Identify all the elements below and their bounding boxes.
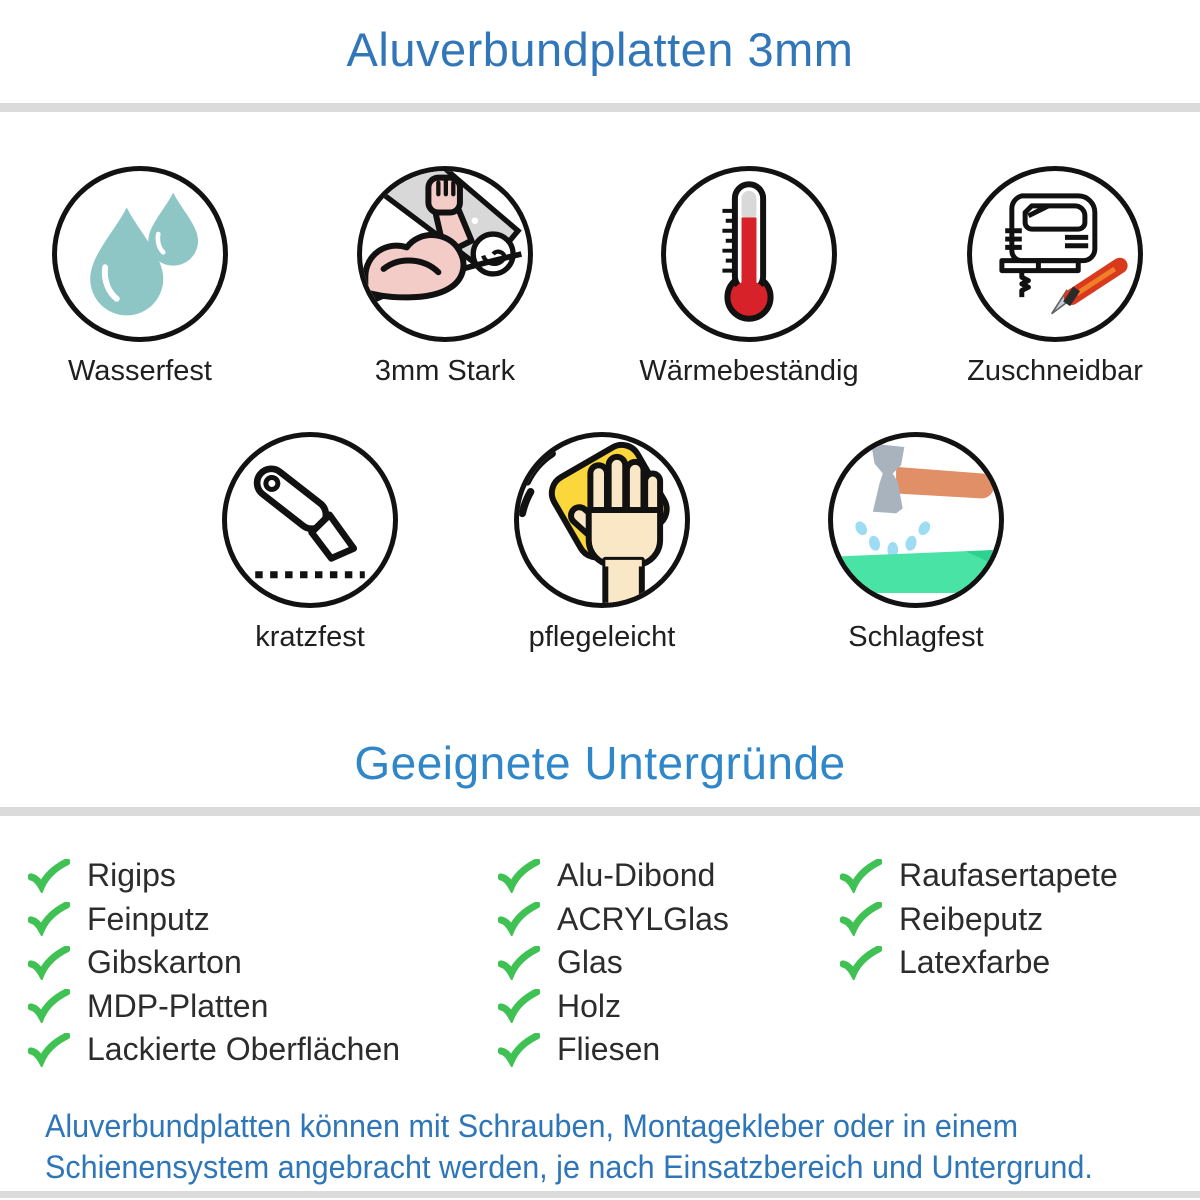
check-icon bbox=[28, 859, 70, 893]
check-icon bbox=[28, 1033, 70, 1067]
feature-schlagfest bbox=[794, 432, 1038, 654]
check-icon bbox=[498, 902, 540, 936]
mounting-note-line2: Schienensystem angebracht werden, je nach Einsatzbereich und Untergrund. bbox=[45, 1149, 1093, 1185]
utility-knife-icon bbox=[227, 437, 393, 603]
list-item bbox=[28, 1028, 400, 1072]
list-item bbox=[28, 985, 400, 1029]
check-icon bbox=[498, 859, 540, 893]
check-icon bbox=[28, 989, 70, 1023]
check-icon bbox=[498, 946, 540, 980]
substrate-label: Raufasertapete bbox=[899, 857, 1118, 894]
feature-label: kratzfest bbox=[255, 621, 365, 653]
substrate-label: Feinputz bbox=[87, 900, 210, 937]
substrate-label: ACRYLGlas bbox=[557, 900, 729, 937]
jigsaw-cutter-icon bbox=[972, 171, 1138, 337]
feature-label: Wasserfest bbox=[68, 355, 212, 387]
feature-circle bbox=[828, 432, 1004, 608]
feature-label: Zuschneidbar bbox=[967, 355, 1143, 387]
substrates-column-1 bbox=[28, 854, 400, 1072]
check-icon bbox=[840, 902, 882, 936]
substrate-label: Lackierte Oberflächen bbox=[87, 1031, 401, 1068]
feature-circle bbox=[661, 166, 837, 342]
substrates-column-3 bbox=[840, 854, 1118, 985]
thermometer-icon bbox=[666, 171, 832, 337]
divider-bottom bbox=[0, 1191, 1200, 1198]
hammer-impact-icon bbox=[833, 437, 999, 603]
mounting-note-line1: Aluverbundplatten können mit Schrauben, Montagekleber oder in einem bbox=[45, 1108, 1019, 1144]
list-item bbox=[498, 941, 729, 985]
list-item bbox=[840, 941, 1118, 985]
list-item bbox=[28, 854, 400, 898]
feature-circle bbox=[514, 432, 690, 608]
list-item bbox=[28, 941, 400, 985]
divider-middle bbox=[0, 807, 1200, 816]
feature-circle bbox=[967, 166, 1143, 342]
substrates-column-2 bbox=[498, 854, 729, 1072]
substrate-label: Fliesen bbox=[557, 1031, 661, 1068]
substrate-label: Gibskarton bbox=[87, 944, 242, 981]
check-icon bbox=[28, 946, 70, 980]
check-icon bbox=[840, 859, 882, 893]
check-icon bbox=[498, 1033, 540, 1067]
list-item bbox=[840, 898, 1118, 942]
feature-kratzfest bbox=[188, 432, 432, 654]
feature-label: pflegeleicht bbox=[528, 621, 676, 653]
check-icon bbox=[498, 989, 540, 1023]
check-icon bbox=[28, 902, 70, 936]
divider-top bbox=[0, 103, 1200, 112]
substrate-label: Reibeputz bbox=[899, 900, 1044, 937]
list-item bbox=[498, 985, 729, 1029]
section-title-untergruende: Geeignete Untergründe bbox=[354, 737, 846, 789]
substrate-label: Rigips bbox=[87, 857, 176, 894]
list-item bbox=[840, 854, 1118, 898]
feature-label: 3mm Stark bbox=[374, 355, 516, 387]
substrates-list bbox=[0, 854, 1200, 1084]
list-item bbox=[498, 1028, 729, 1072]
feature-circle bbox=[357, 166, 533, 342]
feature-circle bbox=[222, 432, 398, 608]
feature-pflegeleicht bbox=[480, 432, 724, 654]
substrate-label: MDP-Platten bbox=[87, 987, 269, 1024]
feature-circle bbox=[52, 166, 228, 342]
list-item bbox=[498, 854, 729, 898]
feature-waermebestaendig bbox=[627, 166, 871, 388]
page-title: Aluverbundplatten 3mm bbox=[346, 23, 854, 76]
feature-label: Wärmebeständig bbox=[639, 355, 859, 387]
mounting-note bbox=[45, 1106, 1192, 1188]
substrate-label: Holz bbox=[557, 987, 622, 1024]
water-drops-icon bbox=[57, 171, 223, 337]
list-item bbox=[498, 898, 729, 942]
check-icon bbox=[840, 946, 882, 980]
feature-label: Schlagfest bbox=[848, 621, 984, 653]
feature-wasserfest bbox=[18, 166, 262, 388]
substrate-label: Latexfarbe bbox=[899, 944, 1051, 981]
substrate-label: Alu-Dibond bbox=[557, 857, 716, 894]
cleaning-hand-icon bbox=[519, 437, 685, 603]
feature-3mm-stark bbox=[323, 166, 567, 388]
muscle-arm-panel-icon bbox=[362, 171, 528, 337]
substrate-label: Glas bbox=[557, 944, 623, 981]
feature-zuschneidbar bbox=[933, 166, 1177, 388]
list-item bbox=[28, 898, 400, 942]
